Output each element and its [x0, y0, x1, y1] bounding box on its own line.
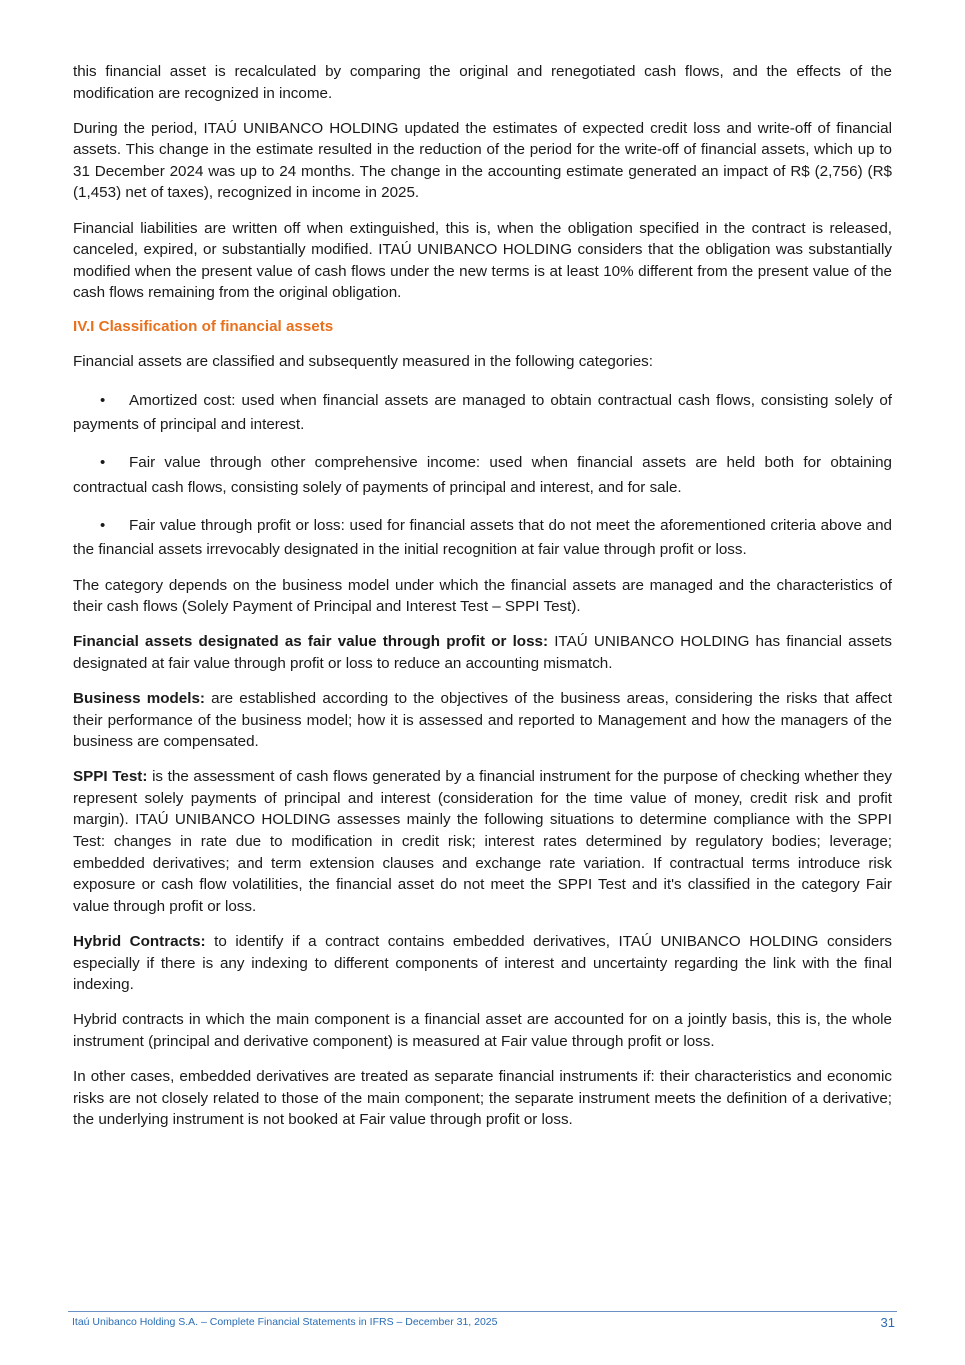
- bullet-icon: •: [100, 454, 106, 472]
- term-label: Hybrid Contracts:: [73, 932, 206, 950]
- paragraph: Hybrid contracts in which the main component is a financial asset are accounted for on a jointly basis, this is, the whole instrument (principal and derivative component) is measured at Fair value through profit or loss.: [73, 1011, 892, 1050]
- term-text: ITAÚ UNIBANCO HOLDING has financial assets designated at fair value through profit or loss to reduce an accounting mismatch.: [73, 633, 893, 672]
- page-number: 31: [880, 1315, 895, 1330]
- bullet-text: Fair value through profit or loss: used for financial assets that do not meet the aforementioned criteria above and the financial assets irrevocably designated in the initial recognition at fair value through profit or loss.: [73, 516, 892, 559]
- page-footer: [68, 1311, 897, 1330]
- paragraph: Financial liabilities are written off when extinguished, this is, when the obligation specified in the contract is released, canceled, expired, or substantially modified. ITAÚ UNIBANCO HOLDING considers that the obligation was substantially modified when the present value of cash flows under the new terms is at least 10% different from the present value of the cash flows remaining from the original obligation.: [73, 219, 892, 302]
- term-text: are established according to the objectives of the business areas, considering the risks that affect their performance of the business model; how it is assessed and reported to Management and how the managers of the business are compensated.: [73, 690, 892, 751]
- bullet-text: Amortized cost: used when financial assets are managed to obtain contractual cash flows, consisting solely of payments of principal and interest.: [73, 391, 892, 434]
- bullet-item: [73, 389, 892, 438]
- term-label: SPPI Test:: [73, 768, 148, 786]
- paragraph: The category depends on the business model under which the financial assets are managed and the characteristics of their cash flows (Solely Payment of Principal and Interest Test – SPPI Test).: [73, 576, 892, 616]
- paragraph: this financial asset is recalculated by comparing the original and renegotiated cash flows, and the effects of the modification are recognized in income.: [73, 63, 892, 102]
- bullet-item: [73, 451, 892, 500]
- bullet-icon: •: [100, 391, 106, 409]
- term-label: Financial assets designated as fair value through profit or loss:: [73, 633, 549, 651]
- bullet-icon: •: [100, 516, 106, 534]
- paragraph: In other cases, embedded derivatives are treated as separate financial instruments if: their characteristics and economic risks are not closely related to those of the main component; the separate instrument meets the definition of a derivative; the underlying instrument is not booked at Fair value through profit or loss.: [73, 1067, 892, 1129]
- section-heading: IV.I Classification of financial assets: [73, 317, 334, 335]
- paragraph: [73, 766, 892, 917]
- bullet-item: [73, 514, 892, 563]
- term-label: Business models:: [73, 690, 205, 707]
- bullet-text: Fair value through other comprehensive income: used when financial assets are held both for obtaining contractual cash flows, consisting solely of payments of principal and interest, and for sale.: [73, 454, 892, 496]
- document-body: [73, 61, 892, 1144]
- paragraph: [73, 631, 892, 674]
- term-text: is the assessment of cash flows generated by a financial instrument for the purpose of checking whether they represent solely payments of principal and interest (consideration for the time value of money, credit risk and profit margin). ITAÚ UNIBANCO HOLDING assesses mainly the following situations to determine compliance with the SPPI Test: changes in rate due to modification in credit risk; interest rates determined by regulatory bodies; leverage; embedded derivatives; and term extension clauses and exchange rate variation. If contractual terms introduce risk exposure or cash flow volatilities, the financial asset do not meet the SPPI Test and it's classified in the category Fair value through profit or loss.: [73, 768, 892, 915]
- paragraph: Financial assets are classified and subsequently measured in the following categories:: [73, 353, 653, 371]
- paragraph: [73, 931, 892, 996]
- term-text: to identify if a contract contains embedded derivatives, ITAÚ UNIBANCO HOLDING considers especially if there is any indexing to different components of interest and uncertainty regarding the link with the final indexing.: [73, 932, 892, 994]
- paragraph: During the period, ITAÚ UNIBANCO HOLDING updated the estimates of expected credit loss and write-off of financial assets. This change in the estimate resulted in the reduction of the period for the write-off of financial assets, which up to 31 December 2024 was up to 24 months. The change in the accounting estimate generated an impact of R$ (2,756) (R$ (1,453) net of taxes), recognized in income in 2025.: [73, 119, 892, 202]
- paragraph: [73, 688, 892, 753]
- footer-text: Itaú Unibanco Holding S.A. – Complete Financial Statements in IFRS – December 31, 2025: [72, 1316, 498, 1328]
